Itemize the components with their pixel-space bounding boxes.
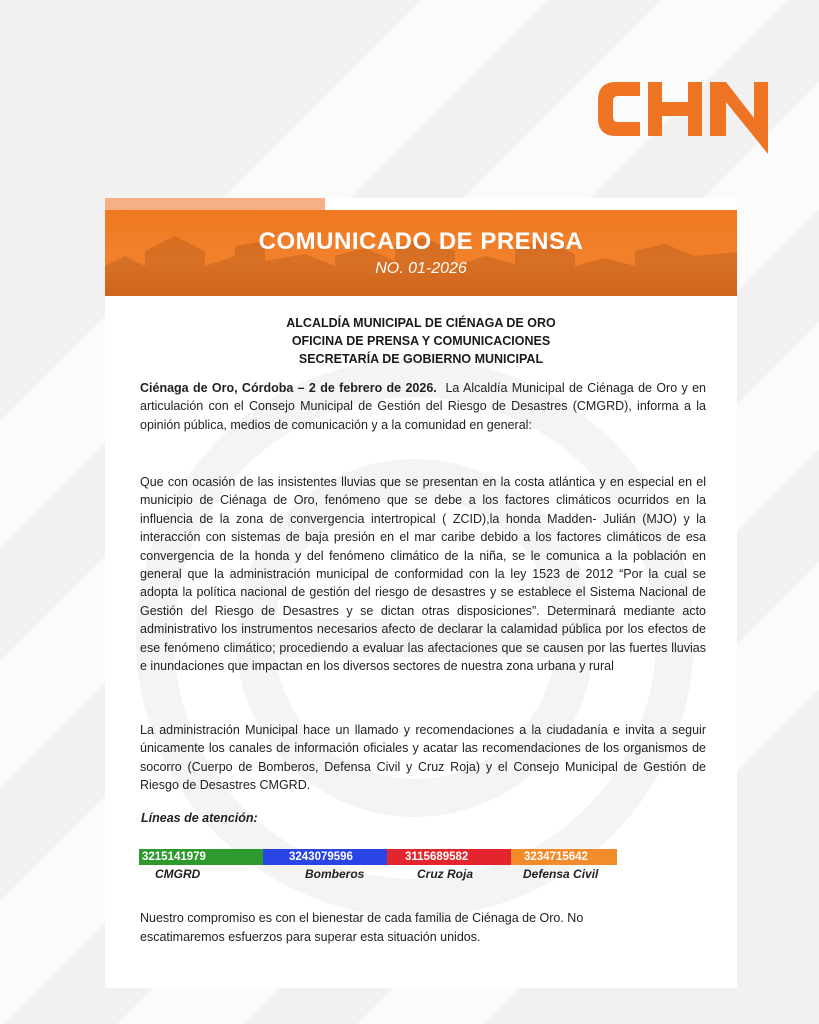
intro-paragraph [140,379,706,434]
hotline-label: Bomberos [305,867,365,881]
hotline-number: 3215141979 [139,849,263,865]
hotline-label: Cruz Roja [417,867,474,881]
chn-logo [590,62,775,157]
hotline-number: 3115689582 [387,849,511,865]
heading-line-2: OFICINA DE PRENSA Y COMUNICACIONES [291,334,551,348]
dateline: Ciénaga de Oro, Córdoba – 2 de febrero de 2026. [140,381,437,395]
intro-text: La Alcaldía Municipal de Ciénaga de Oro y en articulación con el Consejo Municipal de Gestión del Riesgo de Desastres (CMGRD), informa a la opinión pública, medios de comunicación y a la comunidad en general: [140,381,706,432]
hotline-cruz-roja [387,849,511,881]
hotline-label: Defensa Civil [523,867,599,881]
hotline-number: 3234715642 [511,849,617,865]
hotline-defensa-civil [511,849,617,881]
banner-accent-strip [105,198,325,210]
banner-title: COMUNICADO DE PRENSA [258,228,584,255]
heading-line-3: SECRETARÍA DE GOBIERNO MUNICIPAL [298,352,544,366]
issuer-heading [105,314,737,368]
closing-statement: Nuestro compromiso es con el bienestar de cada familia de Ciénaga de Oro. No escatimaremos esfuerzos para superar esta situación unidos. [140,911,584,944]
body-paragraph-1: Que con ocasión de las insistentes lluvias que se presentan en la costa atlántica y en especial en el municipio de Ciénaga de Oro, fenómeno que se debe a los factores climáticos ocurridos en la influencia de la zona de convergencia intertropical ( ZCID),la honda Madden- Julián (MJO) y la interacción con sistemas de baja presión en el mar caribe debido a los factores climáticos de esa convergencia de la honda y del fenómeno climático de la niña, se le comunica a la población en general que la administración municipal de conformidad con la ley 1523 de 2012 “Por la cual se adopta la política nacional de gestión del riesgo de desastres y se establece el Sistema Nacional de Gestión del Riesgo de Desastres y se dictan otras disposiciones”. Determinará mediante acto administrativo los instrumentos necesarios afecto de declarar la calamidad pública por los efectos de ese fenómeno climático; procediendo a evaluar las afectaciones que se causen por las fuertes lluvias e inundaciones que impactan en los diversos sectores de nuestra zona urbana y rural [140,475,706,674]
press-release-card [105,198,737,988]
press-banner [105,210,737,296]
hotline-number: 3243079596 [263,849,387,865]
hotline-label: CMGRD [155,867,201,881]
hotlines-list [139,849,617,881]
hotline-cmgrd [139,849,263,881]
body-paragraph-2: La administración Municipal hace un llamado y recomendaciones a la ciudadanía e invita a seguir únicamente los canales de información oficiales y acatar las recomendaciones de los organismos de socorro (Cuerpo de Bomberos, Defensa Civil y Cruz Roja) y el Consejo Municipal de Gestión de Riesgo de Desastres CMGRD. [140,723,706,793]
hotline-bomberos [263,849,387,881]
hotlines-title: Líneas de atención: [141,811,258,825]
heading-line-1: ALCALDÍA MUNICIPAL DE CIÉNAGA DE ORO [286,316,556,330]
banner-number: NO. 01-2026 [375,260,467,277]
